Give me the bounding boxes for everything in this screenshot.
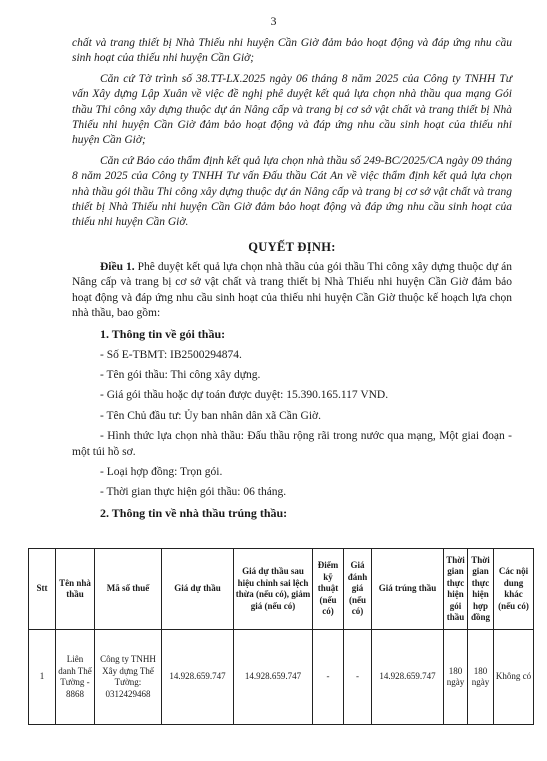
decision-heading: QUYẾT ĐỊNH: xyxy=(248,239,336,254)
package-item-duration: - Thời gian thực hiện gói thầu: 06 tháng. xyxy=(100,486,287,499)
article-1-label: Điều 1. xyxy=(100,260,135,273)
cell-technical-score: - xyxy=(313,630,344,725)
col-header-evaluated-price: Giá đánh giá (nếu có) xyxy=(344,549,372,630)
col-header-technical-score: Điểm kỹ thuật (nếu có) xyxy=(313,549,344,630)
page-number: 3 xyxy=(270,14,277,28)
package-item-contract-type: - Loại hợp đồng: Trọn gói. xyxy=(100,465,223,478)
cell-package-duration: 180 ngày xyxy=(444,630,468,725)
package-item-price: - Giá gói thầu hoặc dự toán được duyệt: 15.390.165.117 VND. xyxy=(100,389,389,402)
col-header-stt: Stt xyxy=(29,549,56,630)
col-header-other-content: Các nội dung khác (nếu có) xyxy=(494,549,534,630)
col-header-tax-code: Mã số thuế xyxy=(95,549,162,630)
cell-contractor-name: Liên danh Thế Tường - 8868 xyxy=(56,630,95,725)
col-header-package-duration: Thời gian thực hiện gói thầu xyxy=(444,549,468,630)
package-item-etbmt: - Số E-TBMT: IB2500294874. xyxy=(100,348,242,361)
col-header-contract-duration: Thời gian thực hiện hợp đồng xyxy=(468,549,494,630)
intro-paragraph-proposal: Căn cứ Tờ trình số 38.TT-LX.2025 ngày 06 tháng 8 năm 2025 của Công ty TNHH Tư vấn Xây dựng Lập Xuân về việc đề nghị phê duyệt kết quả lựa chọn nhà thầu qua mạng Gói thầu Thi công xây dựng thuộc dự án Nâng cấp và trang bị cơ sở vật chất và trang thiết bị Nhà Thiếu nhi huyện Cần Giờ đảm bảo hoạt động và đáp ứng nhu cầu sinh hoạt của thiếu nhi huyện Cần Giờ; xyxy=(72,72,512,147)
section-1-title: 1. Thông tin về gói thầu: xyxy=(100,326,226,341)
cell-tax-code: Công ty TNHH Xây dựng Thế Tường: 0312429468 xyxy=(95,630,162,725)
cell-contract-duration: 180 ngày xyxy=(468,630,494,725)
package-item-method: - Hình thức lựa chọn nhà thầu: Đấu thầu rộng rãi trong nước qua mạng, Một giai đoạn - một túi hồ sơ. xyxy=(72,430,512,458)
article-1-text: Phê duyệt kết quả lựa chọn nhà thầu của gói thầu Thi công xây dựng thuộc dự án Nâng cấp và trang bị cơ sở vật chất và trang thiết bị Nhà Thiếu nhi huyện Cần Giờ đảm bảo hoạt động và đáp ứng nhu cầu sinh hoạt của thiếu nhi huyện Cần Giờ thuộc kế hoạch lựa chọn nhà thầu, bao gồm: xyxy=(72,260,512,320)
intro-paragraph-appraisal: Căn cứ Báo cáo thẩm định kết quả lựa chọn nhà thầu số 249-BC/2025/CA ngày 09 tháng 8 năm 2025 của Công ty TNHH Tư vấn Đấu thầu Cát An về việc thẩm định kết quả lựa chọn nhà thầu gói thầu Thi công xây dựng thuộc dự án Nâng cấp và trang bị cơ sở vật chất và trang thiết bị Nhà Thiếu nhi huyện Cần Giờ đảm bảo hoạt động và đáp ứng nhu cầu sinh hoạt của thiếu nhi huyện Cần Giờ. xyxy=(72,154,512,229)
cell-other-content: Không có xyxy=(494,630,534,725)
winning-bidder-table xyxy=(28,548,534,725)
section-2-title: 2. Thông tin về nhà thầu trúng thầu: xyxy=(100,505,288,520)
document-body xyxy=(72,36,512,527)
intro-paragraph-continuation: chất và trang thiết bị Nhà Thiếu nhi huyện Cần Giờ đảm bảo hoạt động và đáp ứng nhu cầu sinh hoạt của thiếu nhi huyện Cần Giờ; xyxy=(72,37,512,65)
table-row xyxy=(29,630,534,725)
package-item-name: - Tên gói thầu: Thi công xây dựng. xyxy=(100,368,261,381)
cell-evaluated-price: - xyxy=(344,630,372,725)
col-header-winning-price: Giá trúng thầu xyxy=(372,549,444,630)
article-1 xyxy=(72,260,512,322)
col-header-bid-price: Giá dự thầu xyxy=(162,549,234,630)
cell-winning-price: 14.928.659.747 xyxy=(372,630,444,725)
col-header-adjusted-price: Giá dự thầu sau hiệu chỉnh sai lệch thừa (nếu có), giảm giá (nếu có) xyxy=(234,549,313,630)
cell-bid-price: 14.928.659.747 xyxy=(162,630,234,725)
package-item-investor: - Tên Chủ đầu tư: Ủy ban nhân dân xã Cần Giờ. xyxy=(100,409,321,422)
col-header-contractor-name: Tên nhà thầu xyxy=(56,549,95,630)
cell-stt: 1 xyxy=(29,630,56,725)
table-header-row xyxy=(29,549,534,630)
cell-adjusted-price: 14.928.659.747 xyxy=(234,630,313,725)
